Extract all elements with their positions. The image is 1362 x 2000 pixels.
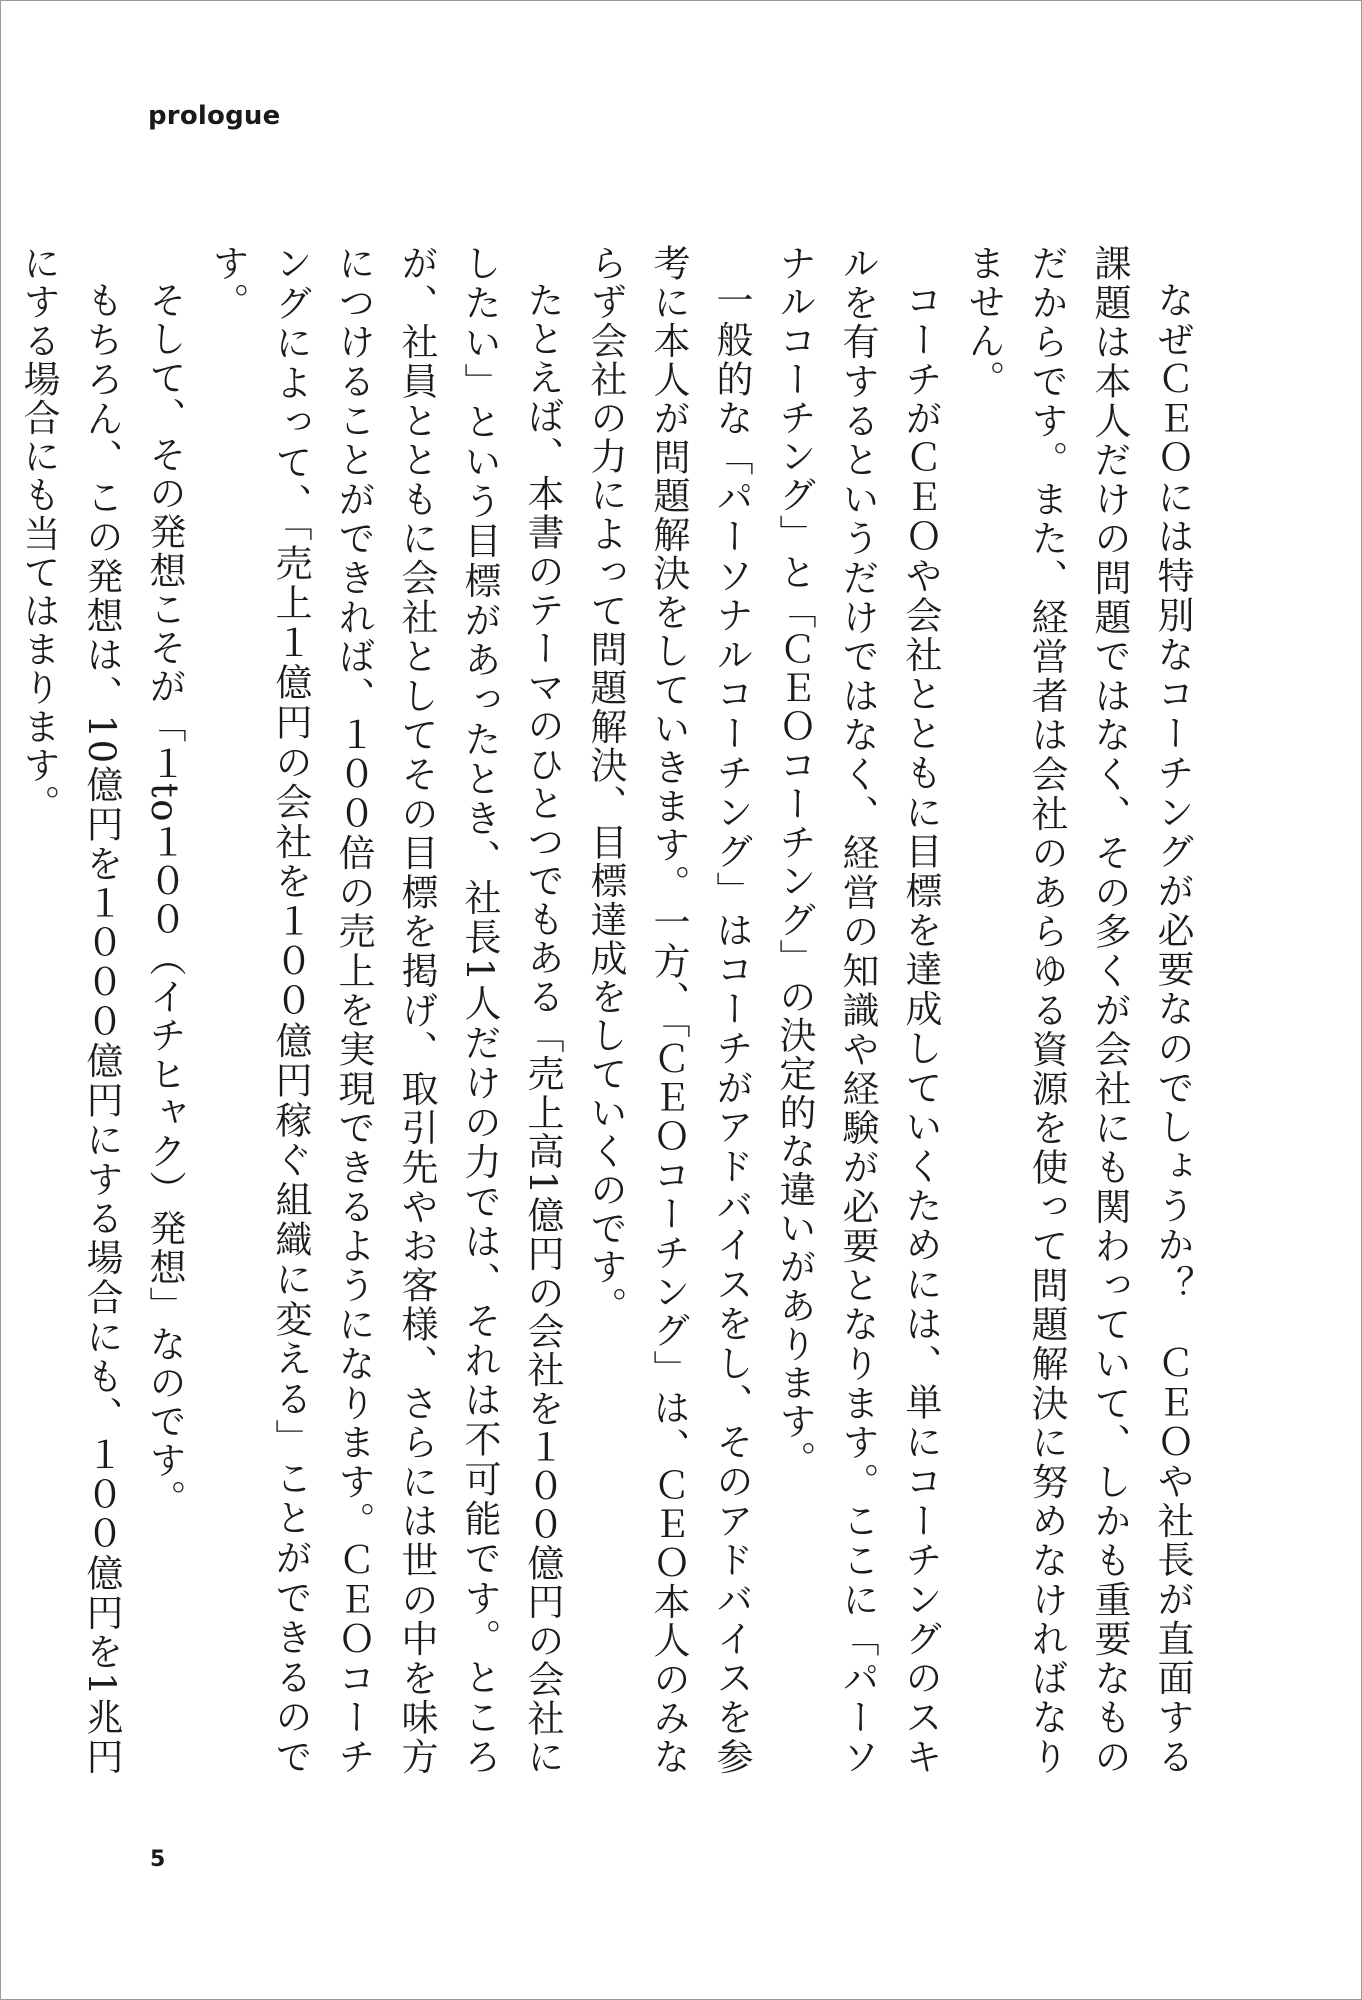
paragraph: もちろん、この発想は、10億円を１０００億円にする場合にも、１００億円を1兆円にする場合にも当てはまります。 bbox=[17, 244, 123, 1776]
paragraph: コーチがＣＥＯや会社とともに目標を達成していくためには、単にコーチングのスキルを有するというだけではなく、経営の知識や経験が必要となります。ここに「パーソナルコーチング」と「ＣＥＯコーチング」の決定的な違いがあります。 bbox=[773, 244, 942, 1776]
vertical-body-text bbox=[17, 244, 1204, 1776]
paragraph: 一般的な「パーソナルコーチング」はコーチがアドバイスをし、そのアドバイスを参考に本人が問題解決をしていきます。一方、「ＣＥＯコーチング」は、ＣＥＯ本人のみならず会社の力によって問題解決、目標達成をしていくのです。 bbox=[584, 244, 753, 1776]
paragraph: そして、その発想こそが「１to１００（イチヒャク）発想」なのです。 bbox=[143, 281, 186, 1518]
paragraph: たとえば、本書のテーマのひとつでもある「売上高1億円の会社を１００億円の会社にしたい」という目標があったとき、社長1人だけの力では、それは不可能です。ところが、社員とともに会社としてその目標を掲げ、取引先やお客様、さらには世の中を味方につけることができれば、１００倍の売上を実現できるようになります。ＣＥＯコーチングによって、「売上１億円の会社を１００億円稼ぐ組織に変える」ことができるのです。 bbox=[206, 244, 564, 1776]
page-number: 5 bbox=[150, 1847, 166, 1872]
paragraph: なぜＣＥＯには特別なコーチングが必要なのでしょうか？ ＣＥＯや社長が直面する課題は本人だけの問題ではなく、その多くが会社にも関わっていて、しかも重要なものだからです。また、経営者は会社のあらゆる資源を使って問題解決に努めなければなりません。 bbox=[962, 244, 1194, 1776]
running-header: prologue bbox=[148, 101, 281, 131]
